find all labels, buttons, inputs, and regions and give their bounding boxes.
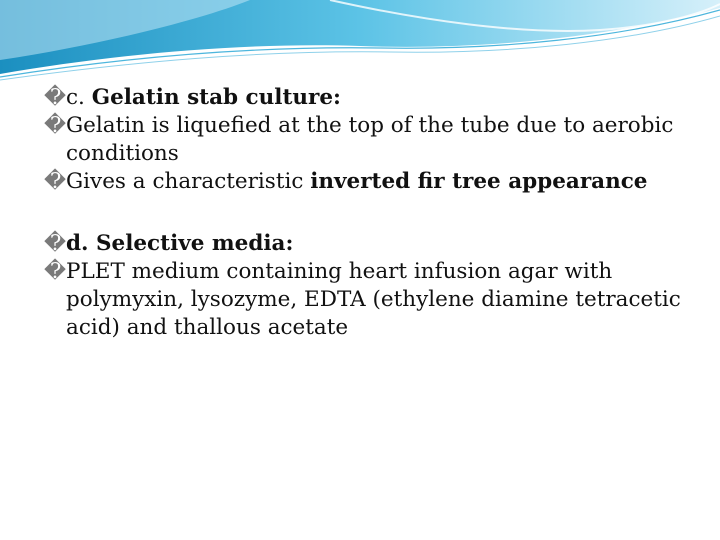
bullet-icon: � [44,259,67,284]
bullet-item-gelatin-liquefied: � Gelatin is liquefied at the top of the tube due to aerobic conditions [44,113,674,166]
bullet-item-selective-heading: � d. Selective media: [44,231,294,256]
bullet-item-gelatin-heading: � c. Gelatin stab culture: [44,85,341,110]
slide-body [44,84,704,342]
bullet-icon: � [44,113,67,138]
bullet-item-fir-tree: � Gives a characteristic inverted fir tree appearance [44,169,648,194]
header-wave-decoration [0,0,720,90]
bullet-icon: � [44,169,67,194]
bullet-icon: � [44,231,67,256]
bullet-icon: � [44,85,67,110]
bullet-item-plet-medium: � PLET medium containing heart infusion agar with polymyxin, lysozyme, EDTA (ethylene diamine tetracetic acid) and thallous acetate [44,259,681,340]
